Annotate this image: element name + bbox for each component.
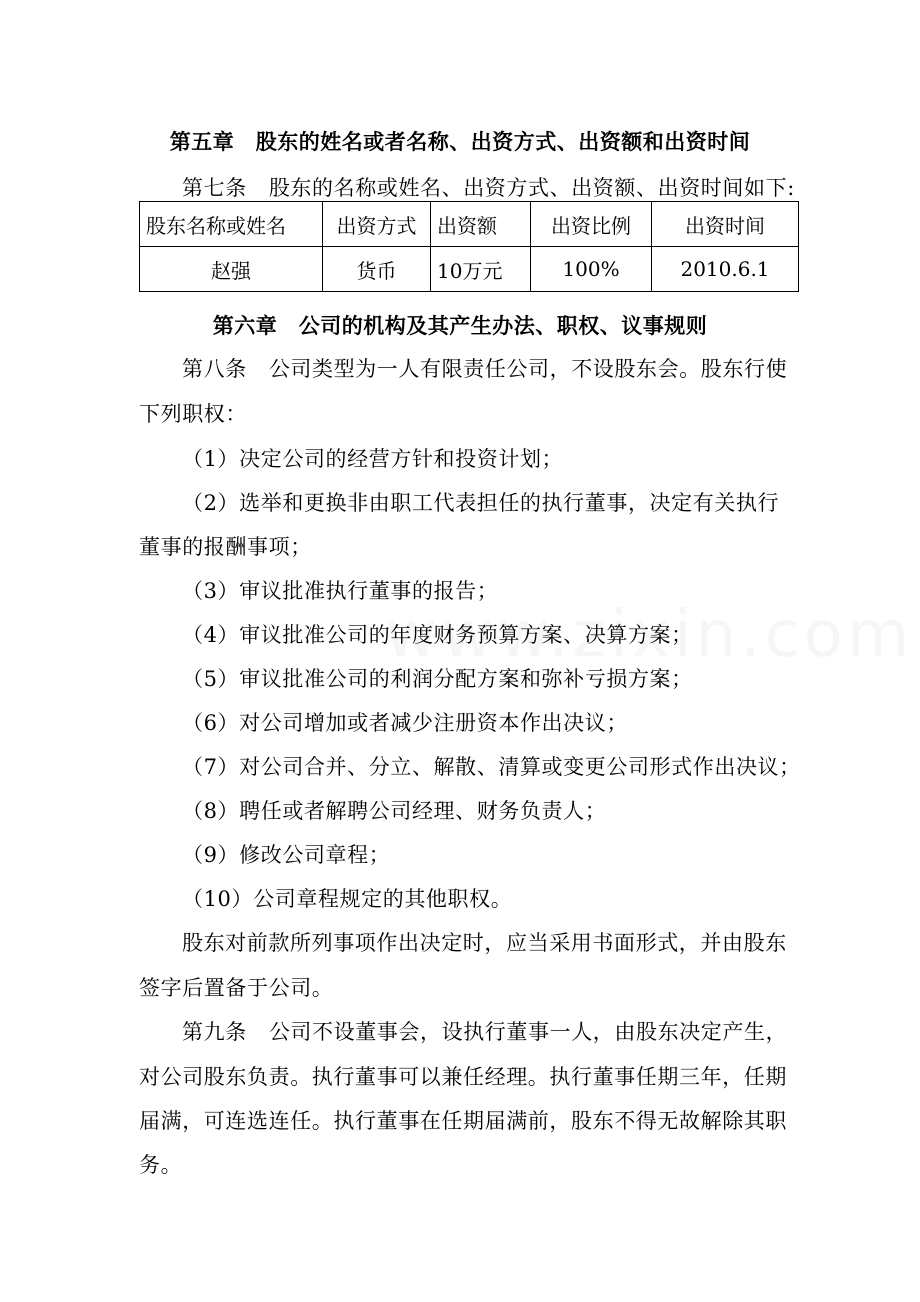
table-header-row xyxy=(140,202,799,247)
power-item-7: （7）对公司合并、分立、解散、清算或变更公司形式作出决议； xyxy=(182,755,801,779)
written-decision-line-2: 签字后置备于公司。 xyxy=(139,976,334,1000)
power-item-6: （6）对公司增加或者减少注册资本作出决议； xyxy=(182,711,628,735)
written-decision-line-1: 股东对前款所列事项作出决定时，应当采用书面形式，并由股东 xyxy=(182,931,787,955)
article-9-line-3: 届满，可连选连任。执行董事在任期届满前，股东不得无故解除其职 xyxy=(139,1109,787,1133)
table-cell-date: 2010.6.1 xyxy=(652,247,799,292)
article-9-line-4: 务。 xyxy=(139,1153,183,1177)
chapter-5-title: 第五章 股东的姓名或者名称、出资方式、出资额和出资时间 xyxy=(169,129,751,154)
table-header-cell: 出资额 xyxy=(431,202,531,247)
power-item-5: （5）审议批准公司的利润分配方案和弥补亏损方案； xyxy=(182,667,693,691)
table-header-cell: 出资方式 xyxy=(323,202,431,247)
power-item-8: （8）聘任或者解聘公司经理、财务负责人； xyxy=(182,799,607,823)
power-item-2: （2）选举和更换非由职工代表担任的执行董事，决定有关执行 xyxy=(182,491,780,515)
article-9-text: 公司不设董事会，设执行董事一人，由股东决定产生， xyxy=(268,1020,788,1044)
power-item-10: （10）公司章程规定的其他职权。 xyxy=(182,887,513,911)
shareholder-table xyxy=(139,201,799,292)
table-cell-ratio: 100% xyxy=(531,247,652,292)
table-cell-amount: 10万元 xyxy=(431,247,531,292)
table-header-cell: 出资时间 xyxy=(652,202,799,247)
table-row xyxy=(140,247,799,292)
article-7-label: 第七条 xyxy=(182,176,247,200)
article-8-line-1 xyxy=(182,353,787,383)
chapter-6-title: 第六章 公司的机构及其产生办法、职权、议事规则 xyxy=(212,313,708,338)
article-7-text: 股东的名称或姓名、出资方式、出资额、出资时间如下: xyxy=(268,176,795,200)
table-header-cell: 股东名称或姓名 xyxy=(140,202,323,247)
article-8-line-2: 下列职权： xyxy=(139,402,247,426)
table-header-cell: 出资比例 xyxy=(531,202,652,247)
power-item-4: （4）审议批准公司的年度财务预算方案、决算方案； xyxy=(182,623,693,647)
article-8-label: 第八条 xyxy=(182,357,247,381)
article-8-text: 公司类型为一人有限责任公司，不设股东会。股东行使 xyxy=(268,357,788,381)
power-item-9: （9）修改公司章程； xyxy=(182,843,391,867)
table-cell-method: 货币 xyxy=(323,247,431,292)
article-9-line-2: 对公司股东负责。执行董事可以兼任经理。执行董事任期三年，任期 xyxy=(139,1065,787,1089)
power-item-2-cont: 董事的报酬事项； xyxy=(139,535,312,559)
table-cell-name: 赵强 xyxy=(140,247,323,292)
article-9-label: 第九条 xyxy=(182,1020,247,1044)
power-item-3: （3）审议批准执行董事的报告； xyxy=(182,579,499,603)
article-9-line-1 xyxy=(182,1016,787,1046)
article-7 xyxy=(182,172,795,202)
power-item-1: （1）决定公司的经营方针和投资计划； xyxy=(182,447,564,471)
